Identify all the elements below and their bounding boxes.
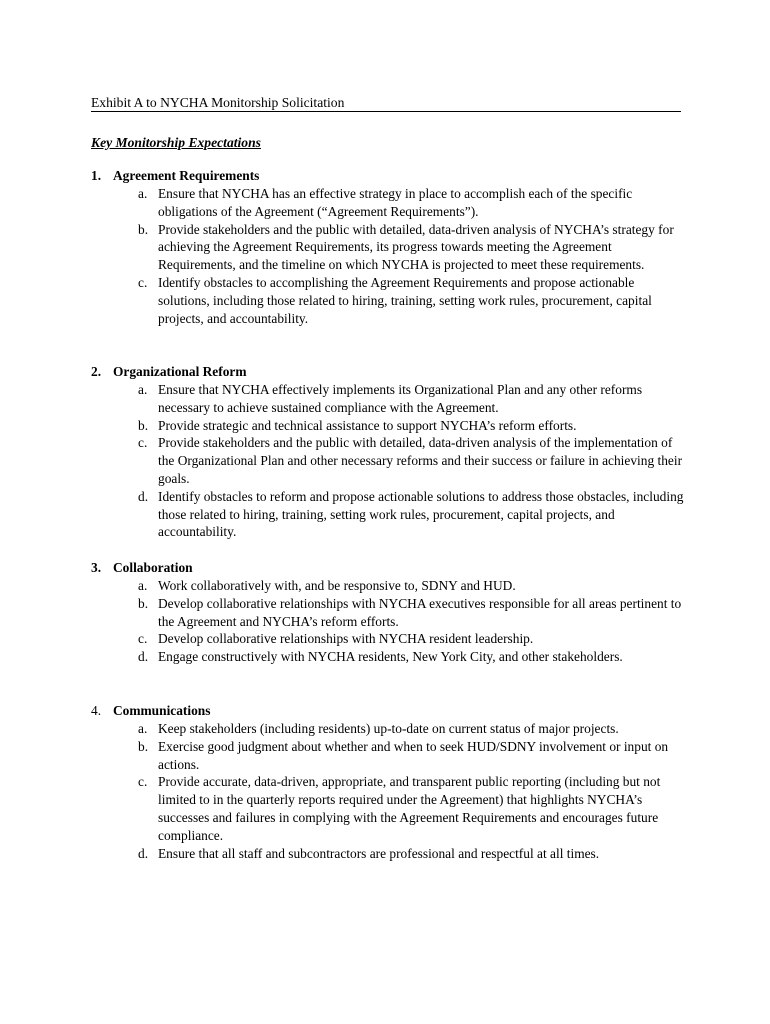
- item-letter: a.: [138, 186, 148, 201]
- item-letter: d.: [138, 649, 149, 665]
- item-text: Provide accurate, data-driven, appropriate, and transparent public reporting (including but not limited to in the quarterly reports required under the Agreement) that highlights NYCHA’s successes and failures in complying with the Agreement Requirements and encourages future compliance.: [158, 774, 661, 843]
- item-list: [91, 185, 691, 327]
- item-text: Provide strategic and technical assistance to support NYCHA’s reform efforts.: [158, 417, 577, 433]
- item-letter: d.: [138, 488, 149, 504]
- section-title: [91, 363, 691, 381]
- item-text: Provide stakeholders and the public with detailed, data-driven analysis of NYCHA’s strategy for achieving the Agreement Requirements, its progress towards meeting the Agreement Requirements, and the timeline on which NYCHA is projected to meet these requirements.: [158, 221, 674, 273]
- list-item: [91, 577, 686, 595]
- list-item: [91, 773, 686, 844]
- item-text: Develop collaborative relationships with NYCHA executives responsible for all areas pertinent to the Agreement and NYCHA’s reform efforts.: [158, 595, 682, 629]
- item-text: Develop collaborative relationships with NYCHA resident leadership.: [158, 631, 534, 647]
- item-letter: c.: [138, 274, 148, 290]
- list-item: [91, 185, 686, 221]
- item-text: Identify obstacles to reform and propose actionable solutions to address those obstacles, including those related to hiring, training, setting work rules, procurement, capital projects, and accountability.: [158, 488, 684, 540]
- list-item: [91, 630, 686, 648]
- section-title: [91, 702, 691, 720]
- item-text: Engage constructively with NYCHA residents, New York City, and other stakeholders.: [158, 649, 623, 665]
- item-text: Ensure that NYCHA has an effective strategy in place to accomplish each of the specific obligations of the Agreement (“Agreement Requirements”).: [158, 186, 633, 219]
- item-list: [91, 720, 691, 862]
- section-organizational-reform: [91, 363, 691, 541]
- section-number: 2.: [91, 364, 102, 379]
- section-title-text: Communications: [113, 703, 211, 718]
- list-item: [91, 381, 686, 417]
- item-list: [91, 577, 691, 666]
- list-item: [91, 221, 686, 274]
- list-item: [91, 595, 686, 631]
- list-item: [91, 417, 686, 435]
- document-header-title: Exhibit A to NYCHA Monitorship Solicitation: [91, 95, 345, 110]
- section-title: [91, 559, 691, 577]
- list-item: [91, 720, 686, 738]
- item-letter: b.: [138, 221, 149, 237]
- item-text: Provide stakeholders and the public with detailed, data-driven analysis of the implementation of the Organizational Plan and other necessary reforms and their success or failure in achieving their goals.: [158, 435, 683, 486]
- list-item: [91, 488, 686, 541]
- item-letter: b.: [138, 417, 149, 433]
- list-item: [91, 845, 686, 863]
- section-title-text: Collaboration: [113, 560, 193, 575]
- item-letter: c.: [138, 435, 148, 451]
- section-title-text: Organizational Reform: [113, 364, 247, 379]
- item-text: Ensure that NYCHA effectively implements its Organizational Plan and any other reforms necessary to achieve sustained compliance with the Agreement.: [158, 382, 643, 415]
- section-collaboration: [91, 559, 691, 666]
- section-communications: [91, 702, 691, 862]
- header-divider: [91, 111, 681, 112]
- section-title-text: Agreement Requirements: [113, 168, 260, 183]
- item-letter: a.: [138, 578, 148, 593]
- section-number: 1.: [91, 168, 102, 183]
- section-agreement-requirements: [91, 167, 691, 327]
- item-text: Exercise good judgment about whether and when to seek HUD/SDNY involvement or input on actions.: [158, 738, 669, 772]
- list-item: [91, 738, 686, 774]
- item-text: Ensure that all staff and subcontractors are professional and respectful at all times.: [158, 845, 600, 861]
- item-letter: a.: [138, 382, 148, 397]
- list-item: [91, 648, 686, 666]
- item-letter: d.: [138, 845, 149, 861]
- item-letter: c.: [138, 774, 148, 790]
- item-list: [91, 381, 691, 541]
- item-letter: b.: [138, 595, 149, 611]
- item-letter: c.: [138, 631, 148, 647]
- section-title: [91, 167, 691, 185]
- section-number: 3.: [91, 560, 102, 575]
- item-text: Keep stakeholders (including residents) up-to-date on current status of major projects.: [158, 721, 619, 736]
- list-item: [91, 434, 686, 487]
- item-text: Identify obstacles to accomplishing the Agreement Requirements and propose actionable solutions, including those related to hiring, training, setting work rules, procurement, capital projects, and accountability.: [158, 274, 652, 326]
- item-letter: a.: [138, 721, 148, 736]
- list-item: [91, 274, 686, 327]
- item-letter: b.: [138, 738, 149, 754]
- page-heading: Key Monitorship Expectations: [91, 135, 261, 150]
- item-text: Work collaboratively with, and be responsive to, SDNY and HUD.: [158, 578, 516, 593]
- section-number: 4.: [91, 703, 102, 718]
